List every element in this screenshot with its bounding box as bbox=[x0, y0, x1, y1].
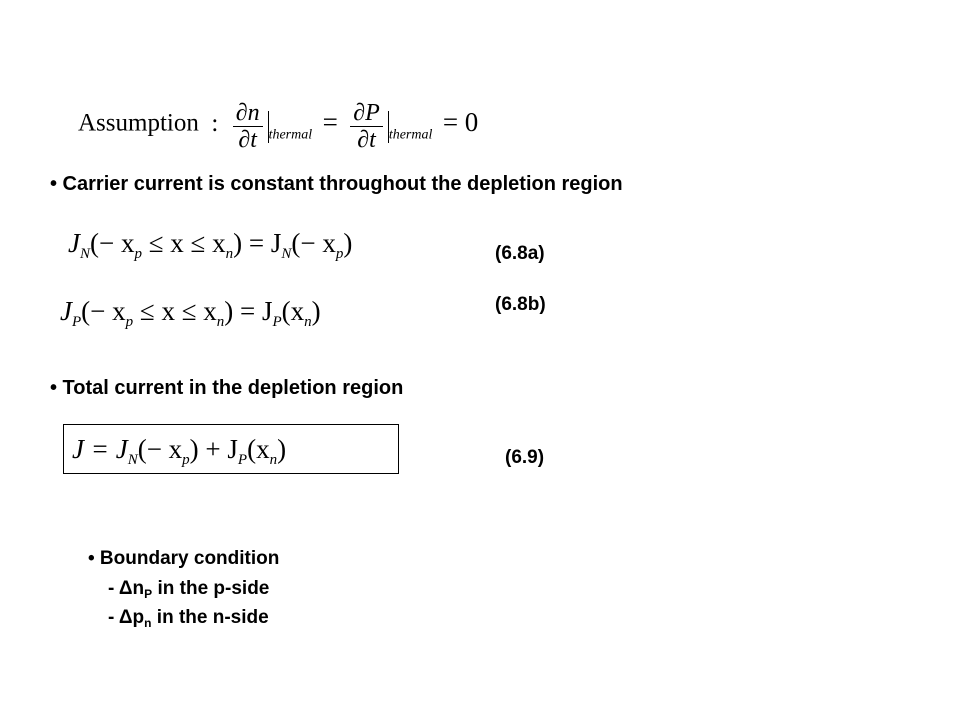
boundary-line-n-side bbox=[108, 607, 269, 630]
bullet-total-current: • Total current in the depletion region bbox=[50, 377, 404, 399]
equals-sign: = bbox=[322, 106, 338, 137]
equation-number-6-9: (6.9) bbox=[505, 447, 545, 468]
boundary-subscript: P bbox=[144, 587, 153, 601]
eq-text: ≤ x ≤ x bbox=[133, 296, 217, 326]
eq-subscript: N bbox=[281, 246, 292, 262]
eq-subscript: P bbox=[237, 452, 248, 468]
eq-text: J = J bbox=[72, 434, 128, 464]
eq-subscript: n bbox=[225, 246, 234, 262]
boundary-line-p-side bbox=[108, 578, 269, 601]
partial-p-fraction bbox=[350, 100, 383, 153]
eq-text: ) = J bbox=[224, 296, 273, 326]
eq-symbol: J bbox=[60, 296, 72, 326]
boundary-subscript: n bbox=[144, 616, 152, 630]
assumption-colon: : bbox=[211, 109, 219, 137]
eq-text: (− x bbox=[90, 228, 135, 258]
boundary-text: in the n-side bbox=[151, 607, 269, 628]
eq-text: (− x bbox=[137, 434, 183, 464]
equation-6-8b bbox=[60, 296, 321, 331]
eq-text: ) = J bbox=[233, 228, 282, 258]
equation-6-9-box bbox=[63, 424, 399, 474]
fraction-denominator: ∂t bbox=[238, 127, 257, 153]
eq-subscript: P bbox=[71, 314, 82, 330]
assumption-equation bbox=[78, 100, 478, 153]
eq-text: ) bbox=[343, 228, 353, 258]
partial-n-fraction bbox=[233, 100, 263, 153]
eq-text: (− x bbox=[291, 228, 336, 258]
thermal-subscript: thermal bbox=[268, 127, 313, 143]
eq-symbol: J bbox=[68, 228, 80, 258]
eq-text: ) bbox=[311, 296, 321, 326]
eq-subscript: p bbox=[335, 246, 344, 262]
eq-text: (− x bbox=[81, 296, 126, 326]
eq-subscript: n bbox=[269, 452, 278, 468]
eq-subscript: P bbox=[272, 314, 282, 330]
boundary-text: - Δp bbox=[108, 607, 145, 628]
boundary-text: - Δn bbox=[108, 578, 145, 599]
assumption-label: Assumption bbox=[78, 109, 199, 137]
eq-text: (x bbox=[247, 434, 270, 464]
equation-6-8a bbox=[68, 228, 352, 263]
thermal-subscript: thermal bbox=[388, 127, 433, 143]
eq-text: ≤ x ≤ x bbox=[141, 228, 226, 258]
bullet-boundary-condition: • Boundary condition bbox=[88, 548, 280, 569]
fraction-numerator: ∂P bbox=[350, 100, 383, 127]
boundary-text: in the p-side bbox=[152, 578, 270, 599]
eq-text: ) bbox=[277, 434, 287, 464]
eq-subscript: p bbox=[182, 452, 190, 468]
eq-subscript: p bbox=[125, 314, 134, 330]
eq-text: ) + J bbox=[189, 434, 238, 464]
eq-subscript: N bbox=[127, 452, 138, 468]
equation-number-6-8b: (6.8b) bbox=[495, 294, 546, 315]
eq-text: (x bbox=[281, 296, 305, 326]
eq-subscript: p bbox=[134, 246, 142, 262]
bullet-carrier-current: • Carrier current is constant throughout the depletion region bbox=[50, 173, 623, 195]
fraction-numerator: ∂n bbox=[233, 100, 263, 127]
eq-subscript: N bbox=[79, 246, 90, 262]
fraction-denominator: ∂t bbox=[357, 127, 376, 153]
equation-number-6-8a: (6.8a) bbox=[495, 243, 545, 264]
equals-zero: = 0 bbox=[442, 106, 479, 137]
eq-subscript: n bbox=[304, 314, 312, 330]
eq-subscript: n bbox=[216, 314, 225, 330]
